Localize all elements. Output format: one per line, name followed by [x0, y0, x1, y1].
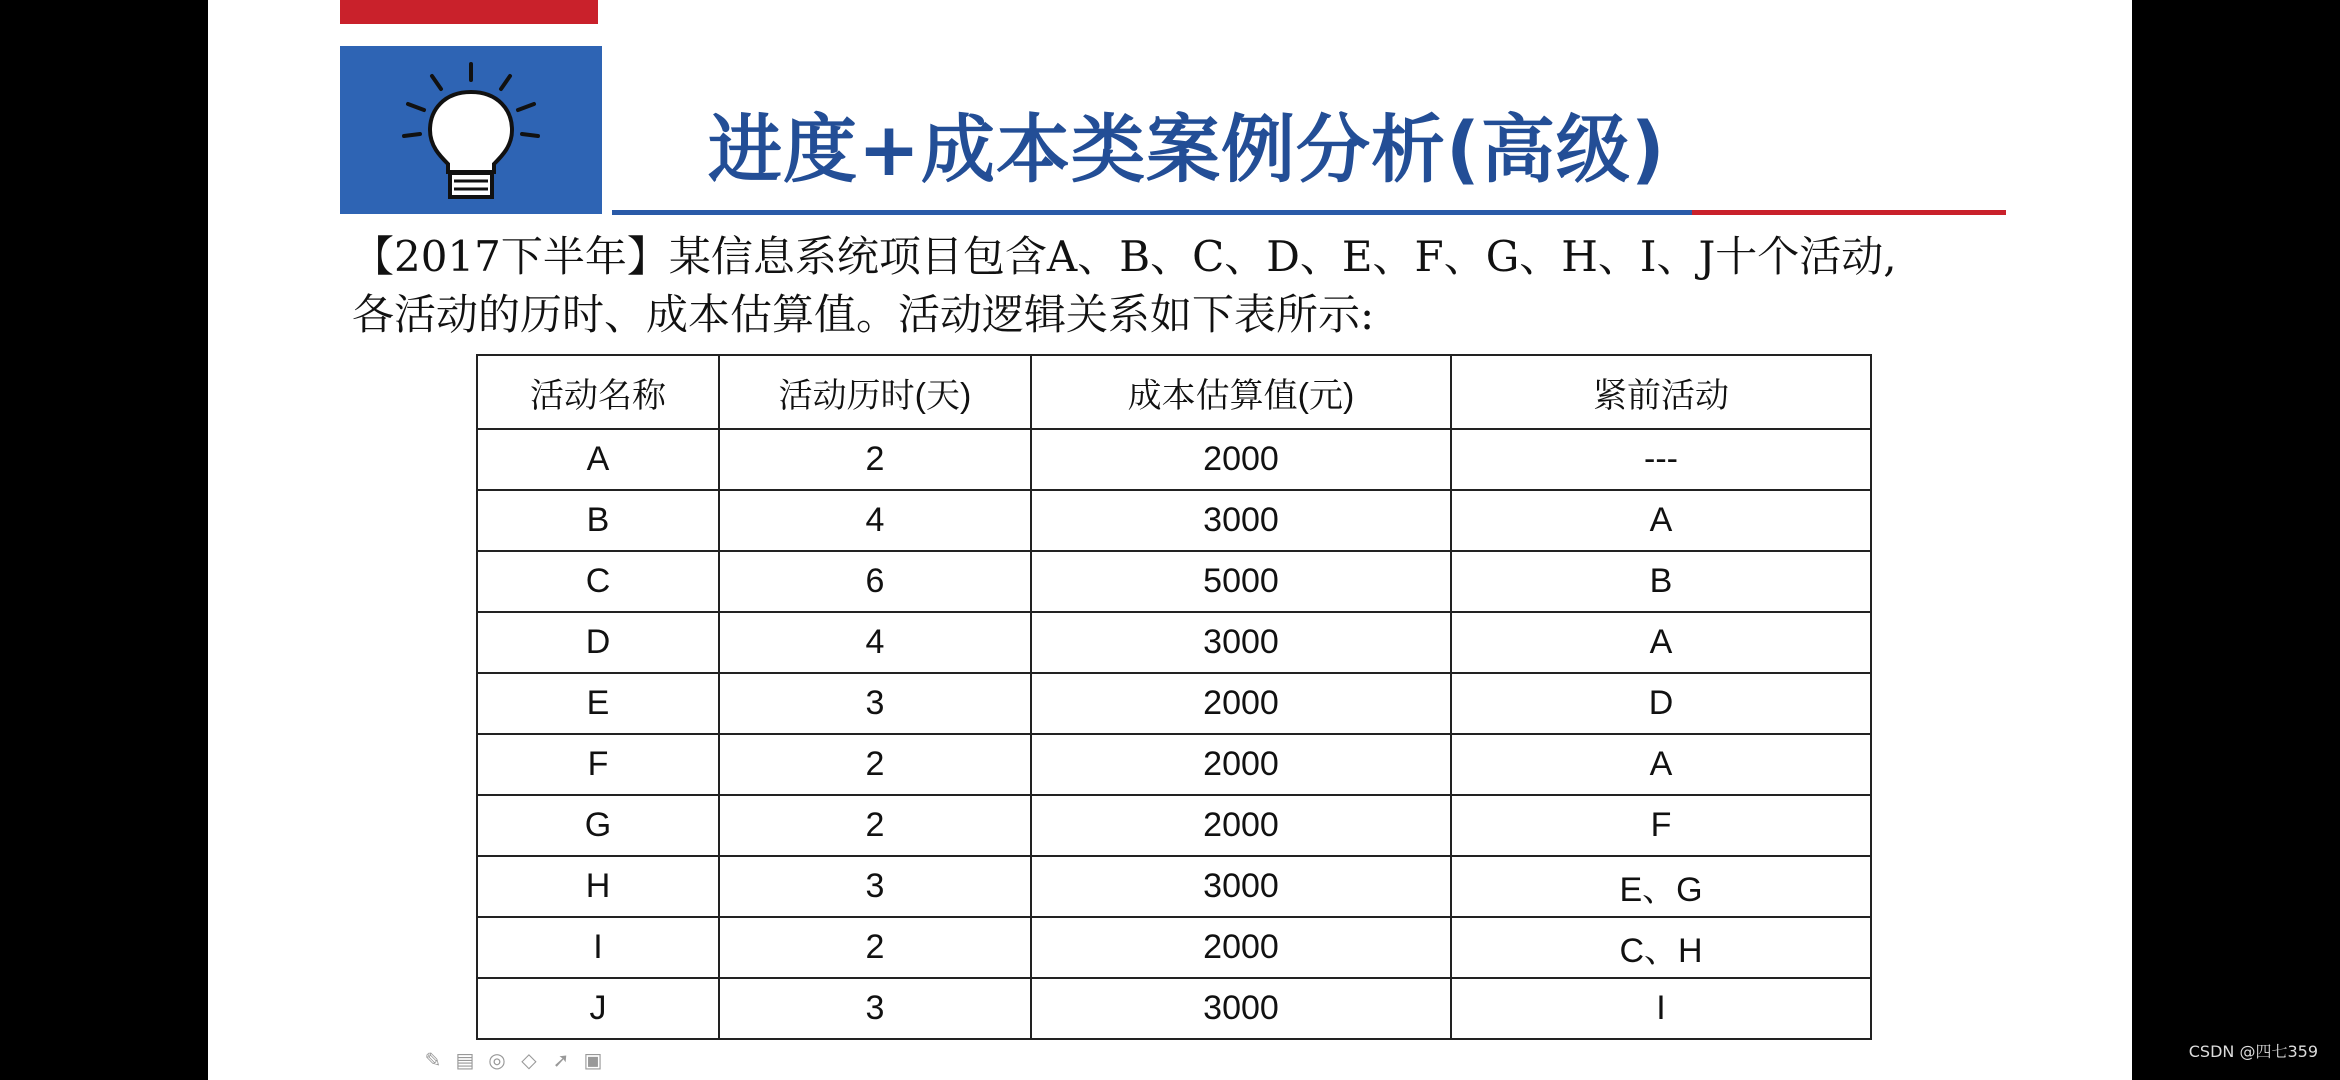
lightbulb-icon-box	[340, 46, 602, 214]
cell-predecessor: A	[1451, 612, 1871, 673]
header-activity-name: 活动名称	[477, 355, 719, 429]
cell-predecessor: D	[1451, 673, 1871, 734]
pointer-icon[interactable]: ➚	[552, 1048, 570, 1072]
header-duration: 活动历时(天)	[719, 355, 1031, 429]
cell-predecessor: E、G	[1451, 856, 1871, 917]
table-row	[477, 795, 1871, 856]
cell-activity: H	[477, 856, 719, 917]
cell-activity: F	[477, 734, 719, 795]
cell-predecessor: B	[1451, 551, 1871, 612]
table-row	[477, 978, 1871, 1039]
cell-activity: J	[477, 978, 719, 1039]
header-cost-estimate: 成本估算值(元)	[1031, 355, 1451, 429]
cell-duration: 2	[719, 795, 1031, 856]
cell-cost: 2000	[1031, 795, 1451, 856]
cell-cost: 3000	[1031, 978, 1451, 1039]
cell-activity: G	[477, 795, 719, 856]
cell-duration: 2	[719, 429, 1031, 490]
cell-predecessor: C、H	[1451, 917, 1871, 978]
cell-duration: 3	[719, 673, 1031, 734]
cell-duration: 3	[719, 856, 1031, 917]
note-icon[interactable]: ▤	[455, 1048, 475, 1072]
slide-title: 进度+成本类案例分析(高级)	[708, 107, 1666, 193]
cell-activity: D	[477, 612, 719, 673]
cell-cost: 3000	[1031, 856, 1451, 917]
cell-cost: 3000	[1031, 612, 1451, 673]
cell-cost: 2000	[1031, 734, 1451, 795]
screen-icon[interactable]: ▣	[583, 1048, 603, 1072]
cell-activity: B	[477, 490, 719, 551]
table-row	[477, 612, 1871, 673]
activity-table-wrap	[476, 354, 1872, 1040]
cell-predecessor: I	[1451, 978, 1871, 1039]
red-accent-bar	[340, 0, 598, 24]
cell-predecessor: A	[1451, 490, 1871, 551]
intro-line-1: 【2017下半年】某信息系统项目包含A、B、C、D、E、F、G、H、I、J十个活动,	[352, 232, 1897, 281]
table-row	[477, 673, 1871, 734]
intro-line-2: 各活动的历时、成本估算值。活动逻辑关系如下表所示:	[352, 290, 1375, 339]
eraser-icon[interactable]: ◎	[488, 1048, 506, 1072]
cell-duration: 6	[719, 551, 1031, 612]
slide	[208, 0, 2132, 1080]
cell-cost: 2000	[1031, 429, 1451, 490]
cell-predecessor: ---	[1451, 429, 1871, 490]
cell-duration: 3	[719, 978, 1031, 1039]
cell-cost: 2000	[1031, 673, 1451, 734]
presentation-toolbar	[422, 1046, 604, 1074]
title-underline-red	[1692, 210, 2006, 215]
cell-activity: C	[477, 551, 719, 612]
table-row	[477, 551, 1871, 612]
table-row	[477, 917, 1871, 978]
cell-cost: 5000	[1031, 551, 1451, 612]
marker-icon[interactable]: ◇	[521, 1048, 537, 1072]
table-header-row	[477, 355, 1871, 429]
table-row	[477, 734, 1871, 795]
cell-activity: E	[477, 673, 719, 734]
cell-activity: A	[477, 429, 719, 490]
table-row	[477, 490, 1871, 551]
table-row	[477, 429, 1871, 490]
cell-duration: 4	[719, 490, 1031, 551]
cell-predecessor: A	[1451, 734, 1871, 795]
lightbulb-icon	[340, 46, 602, 214]
table-row	[477, 856, 1871, 917]
intro-text	[352, 228, 2052, 344]
activity-table	[476, 354, 1872, 1040]
pen-icon[interactable]: ✎	[424, 1048, 442, 1072]
title-underline-blue	[612, 210, 1692, 215]
cell-cost: 3000	[1031, 490, 1451, 551]
header-predecessor: 紧前活动	[1451, 355, 1871, 429]
csdn-watermark: CSDN @四七359	[2188, 1042, 2318, 1061]
cell-duration: 2	[719, 917, 1031, 978]
cell-duration: 2	[719, 734, 1031, 795]
cell-duration: 4	[719, 612, 1031, 673]
cell-cost: 2000	[1031, 917, 1451, 978]
cell-predecessor: F	[1451, 795, 1871, 856]
cell-activity: I	[477, 917, 719, 978]
